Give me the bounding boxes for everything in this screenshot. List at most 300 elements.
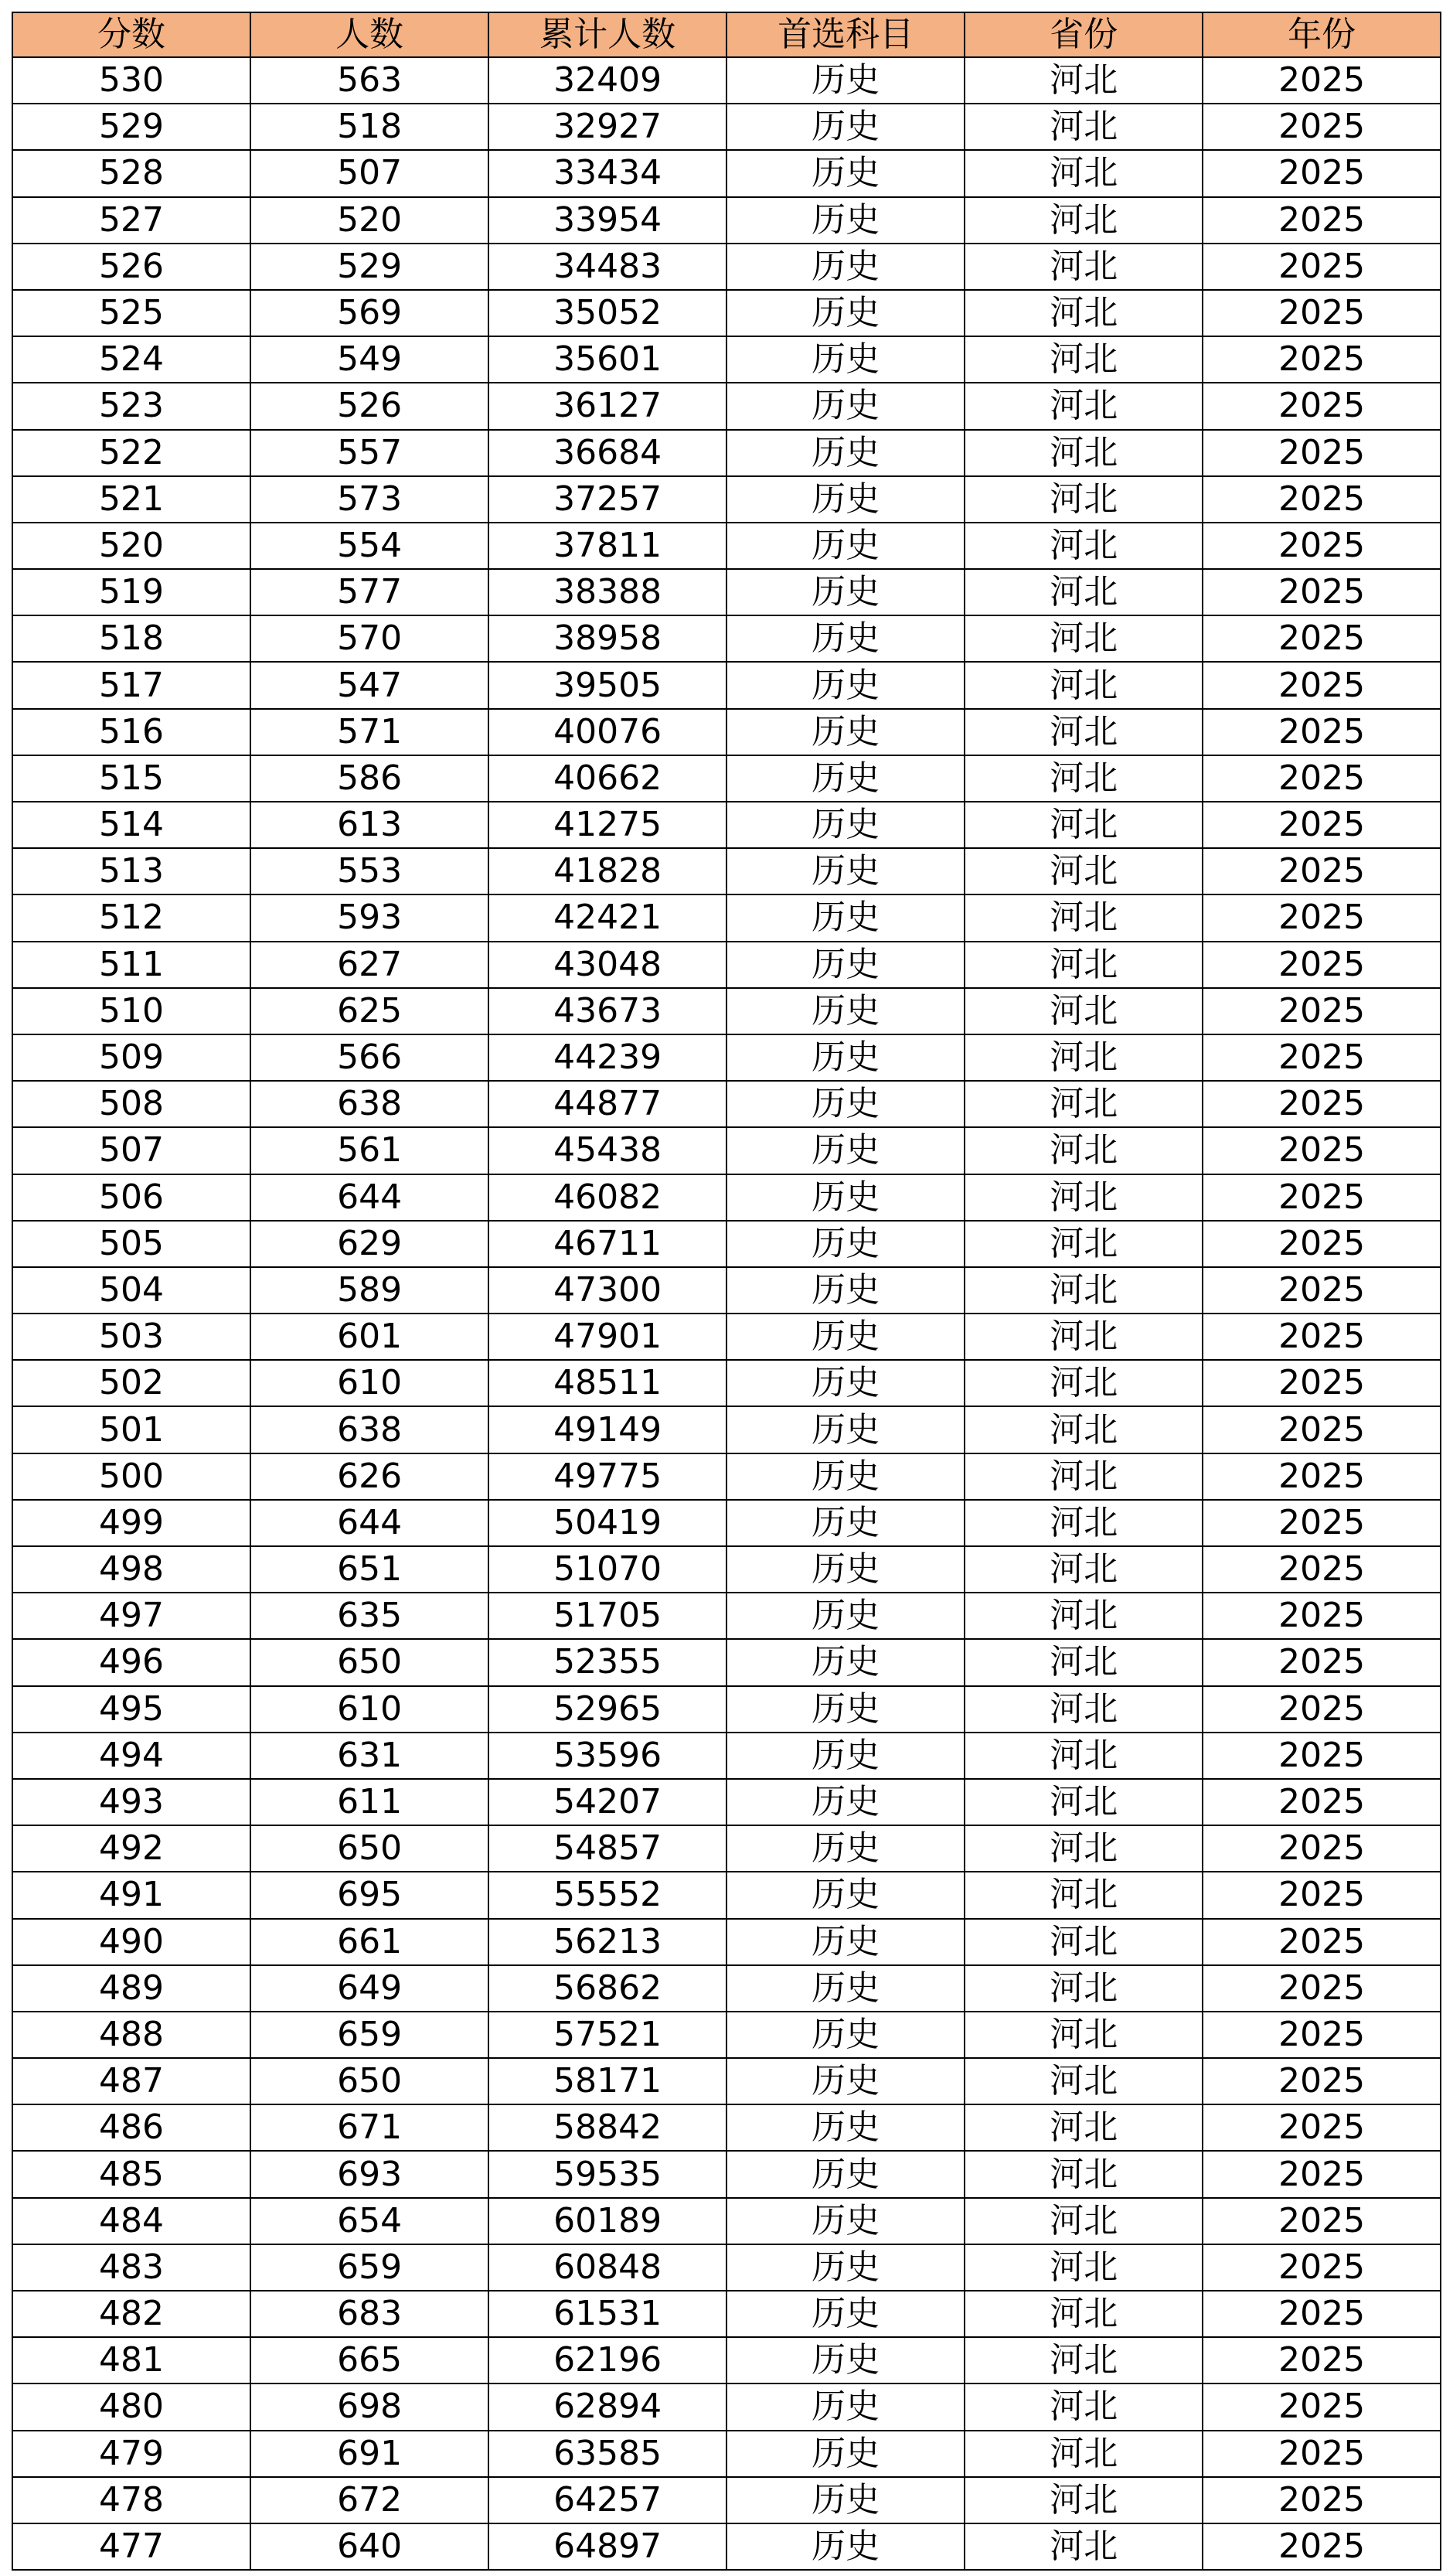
year-cell: 2025: [1203, 1360, 1441, 1406]
province-cell: 河北: [965, 1965, 1203, 2012]
count-cell: 557: [250, 430, 488, 476]
count-cell: 563: [250, 57, 488, 104]
year-cell: 2025: [1203, 709, 1441, 755]
table-row: [12, 150, 1441, 196]
table-row: [12, 2337, 1441, 2383]
cumulative-cell: 58171: [488, 2058, 726, 2104]
province-cell: 河北: [965, 802, 1203, 848]
count-cell: 691: [250, 2431, 488, 2477]
table-row: [12, 988, 1441, 1034]
cumulative-cell: 52355: [488, 1639, 726, 1685]
table-row: [12, 1127, 1441, 1174]
cumulative-cell: 35601: [488, 336, 726, 383]
table-row: [12, 1314, 1441, 1360]
cumulative-cell: 64897: [488, 2523, 726, 2570]
table-row: [12, 1919, 1441, 1965]
province-cell: 河北: [965, 476, 1203, 523]
subject-cell: 历史: [726, 1686, 965, 1733]
score-cell: 499: [12, 1500, 250, 1546]
cumulative-cell: 43673: [488, 988, 726, 1034]
province-cell: 河北: [965, 290, 1203, 336]
count-cell: 593: [250, 894, 488, 941]
score-cell: 480: [12, 2383, 250, 2430]
count-cell: 507: [250, 150, 488, 196]
count-cell: 638: [250, 1081, 488, 1127]
score-cell: 491: [12, 1872, 250, 1918]
year-cell: 2025: [1203, 569, 1441, 615]
subject-cell: 历史: [726, 2012, 965, 2058]
cumulative-cell: 61531: [488, 2291, 726, 2337]
subject-cell: 历史: [726, 709, 965, 755]
year-cell: 2025: [1203, 2151, 1441, 2197]
score-cell: 515: [12, 755, 250, 802]
cumulative-cell: 35052: [488, 290, 726, 336]
year-cell: 2025: [1203, 802, 1441, 848]
score-cell: 501: [12, 1406, 250, 1453]
count-cell: 629: [250, 1221, 488, 1267]
province-cell: 河北: [965, 1686, 1203, 1733]
table-row: [12, 2058, 1441, 2104]
count-cell: 589: [250, 1267, 488, 1314]
province-cell: 河北: [965, 1174, 1203, 1221]
province-cell: 河北: [965, 2477, 1203, 2523]
year-cell: 2025: [1203, 1825, 1441, 1872]
subject-cell: 历史: [726, 894, 965, 941]
count-cell: 625: [250, 988, 488, 1034]
count-cell: 695: [250, 1872, 488, 1918]
year-cell: 2025: [1203, 662, 1441, 708]
year-cell: 2025: [1203, 615, 1441, 662]
cumulative-cell: 62894: [488, 2383, 726, 2430]
count-cell: 626: [250, 1453, 488, 1500]
cumulative-cell: 43048: [488, 942, 726, 988]
cumulative-cell: 33954: [488, 197, 726, 244]
column-header-cumulative: 累计人数: [488, 12, 726, 57]
count-cell: 547: [250, 662, 488, 708]
province-cell: 河北: [965, 104, 1203, 150]
score-cell: 516: [12, 709, 250, 755]
count-cell: 570: [250, 615, 488, 662]
year-cell: 2025: [1203, 1034, 1441, 1081]
subject-cell: 历史: [726, 2151, 965, 2197]
table-row: [12, 2012, 1441, 2058]
subject-cell: 历史: [726, 383, 965, 429]
province-cell: 河北: [965, 2383, 1203, 2430]
score-cell: 481: [12, 2337, 250, 2383]
year-cell: 2025: [1203, 1127, 1441, 1174]
count-cell: 659: [250, 2012, 488, 2058]
subject-cell: 历史: [726, 1779, 965, 1825]
count-cell: 693: [250, 2151, 488, 2197]
year-cell: 2025: [1203, 1174, 1441, 1221]
year-cell: 2025: [1203, 2523, 1441, 2570]
subject-cell: 历史: [726, 988, 965, 1034]
year-cell: 2025: [1203, 1546, 1441, 1593]
year-cell: 2025: [1203, 2383, 1441, 2430]
year-cell: 2025: [1203, 1453, 1441, 1500]
subject-cell: 历史: [726, 2291, 965, 2337]
cumulative-cell: 54207: [488, 1779, 726, 1825]
cumulative-cell: 57521: [488, 2012, 726, 2058]
table-row: [12, 104, 1441, 150]
count-cell: 610: [250, 1686, 488, 1733]
count-cell: 650: [250, 2058, 488, 2104]
count-cell: 520: [250, 197, 488, 244]
province-cell: 河北: [965, 569, 1203, 615]
score-cell: 479: [12, 2431, 250, 2477]
subject-cell: 历史: [726, 1034, 965, 1081]
score-cell: 498: [12, 1546, 250, 1593]
count-cell: 610: [250, 1360, 488, 1406]
count-cell: 566: [250, 1034, 488, 1081]
year-cell: 2025: [1203, 2477, 1441, 2523]
table-row: [12, 244, 1441, 290]
table-row: [12, 802, 1441, 848]
subject-cell: 历史: [726, 1360, 965, 1406]
subject-cell: 历史: [726, 1453, 965, 1500]
province-cell: 河北: [965, 848, 1203, 894]
year-cell: 2025: [1203, 290, 1441, 336]
count-cell: 654: [250, 2198, 488, 2244]
province-cell: 河北: [965, 1872, 1203, 1918]
count-cell: 577: [250, 569, 488, 615]
score-cell: 525: [12, 290, 250, 336]
province-cell: 河北: [965, 1546, 1203, 1593]
score-cell: 513: [12, 848, 250, 894]
year-cell: 2025: [1203, 1686, 1441, 1733]
year-cell: 2025: [1203, 2104, 1441, 2151]
subject-cell: 历史: [726, 2058, 965, 2104]
cumulative-cell: 58842: [488, 2104, 726, 2151]
table-row: [12, 894, 1441, 941]
table-row: [12, 2151, 1441, 2197]
province-cell: 河北: [965, 2244, 1203, 2291]
count-cell: 644: [250, 1500, 488, 1546]
score-cell: 517: [12, 662, 250, 708]
province-cell: 河北: [965, 894, 1203, 941]
count-cell: 518: [250, 104, 488, 150]
year-cell: 2025: [1203, 104, 1441, 150]
count-cell: 665: [250, 2337, 488, 2383]
score-cell: 482: [12, 2291, 250, 2337]
table-row: [12, 2383, 1441, 2430]
subject-cell: 历史: [726, 755, 965, 802]
subject-cell: 历史: [726, 2104, 965, 2151]
table-row: [12, 1174, 1441, 1221]
score-cell: 478: [12, 2477, 250, 2523]
count-cell: 571: [250, 709, 488, 755]
year-cell: 2025: [1203, 244, 1441, 290]
subject-cell: 历史: [726, 244, 965, 290]
cumulative-cell: 38958: [488, 615, 726, 662]
year-cell: 2025: [1203, 1314, 1441, 1360]
score-cell: 489: [12, 1965, 250, 2012]
table-row: [12, 2244, 1441, 2291]
count-cell: 635: [250, 1593, 488, 1639]
column-header-subject: 首选科目: [726, 12, 965, 57]
table-row: [12, 1639, 1441, 1685]
province-cell: 河北: [965, 1453, 1203, 1500]
score-cell: 490: [12, 1919, 250, 1965]
column-header-count: 人数: [250, 12, 488, 57]
table-row: [12, 383, 1441, 429]
year-cell: 2025: [1203, 988, 1441, 1034]
year-cell: 2025: [1203, 2058, 1441, 2104]
province-cell: 河北: [965, 2104, 1203, 2151]
score-cell: 524: [12, 336, 250, 383]
cumulative-cell: 32927: [488, 104, 726, 150]
table-row: [12, 2431, 1441, 2477]
province-cell: 河北: [965, 615, 1203, 662]
subject-cell: 历史: [726, 1127, 965, 1174]
year-cell: 2025: [1203, 197, 1441, 244]
province-cell: 河北: [965, 1593, 1203, 1639]
score-cell: 488: [12, 2012, 250, 2058]
cumulative-cell: 33434: [488, 150, 726, 196]
table-row: [12, 1779, 1441, 1825]
table-row: [12, 709, 1441, 755]
province-cell: 河北: [965, 1034, 1203, 1081]
table-row: [12, 197, 1441, 244]
year-cell: 2025: [1203, 1221, 1441, 1267]
year-cell: 2025: [1203, 336, 1441, 383]
province-cell: 河北: [965, 336, 1203, 383]
year-cell: 2025: [1203, 523, 1441, 569]
subject-cell: 历史: [726, 430, 965, 476]
score-cell: 485: [12, 2151, 250, 2197]
year-cell: 2025: [1203, 942, 1441, 988]
column-header-year: 年份: [1203, 12, 1441, 57]
cumulative-cell: 47901: [488, 1314, 726, 1360]
year-cell: 2025: [1203, 1733, 1441, 1779]
province-cell: 河北: [965, 57, 1203, 104]
count-cell: 650: [250, 1825, 488, 1872]
year-cell: 2025: [1203, 1919, 1441, 1965]
count-cell: 650: [250, 1639, 488, 1685]
province-cell: 河北: [965, 2198, 1203, 2244]
province-cell: 河北: [965, 2291, 1203, 2337]
province-cell: 河北: [965, 2012, 1203, 2058]
subject-cell: 历史: [726, 1546, 965, 1593]
province-cell: 河北: [965, 1360, 1203, 1406]
subject-cell: 历史: [726, 523, 965, 569]
table-row: [12, 848, 1441, 894]
province-cell: 河北: [965, 1081, 1203, 1127]
subject-cell: 历史: [726, 848, 965, 894]
table-row: [12, 1406, 1441, 1453]
score-cell: 512: [12, 894, 250, 941]
year-cell: 2025: [1203, 1593, 1441, 1639]
score-cell: 492: [12, 1825, 250, 1872]
count-cell: 640: [250, 2523, 488, 2570]
cumulative-cell: 36127: [488, 383, 726, 429]
table-row: [12, 57, 1441, 104]
subject-cell: 历史: [726, 802, 965, 848]
subject-cell: 历史: [726, 1314, 965, 1360]
subject-cell: 历史: [726, 2477, 965, 2523]
cumulative-cell: 50419: [488, 1500, 726, 1546]
cumulative-cell: 63585: [488, 2431, 726, 2477]
table-row: [12, 569, 1441, 615]
cumulative-cell: 54857: [488, 1825, 726, 1872]
subject-cell: 历史: [726, 150, 965, 196]
count-cell: 529: [250, 244, 488, 290]
year-cell: 2025: [1203, 848, 1441, 894]
cumulative-cell: 56862: [488, 1965, 726, 2012]
score-cell: 510: [12, 988, 250, 1034]
subject-cell: 历史: [726, 1267, 965, 1314]
province-cell: 河北: [965, 244, 1203, 290]
province-cell: 河北: [965, 1500, 1203, 1546]
year-cell: 2025: [1203, 1965, 1441, 2012]
province-cell: 河北: [965, 988, 1203, 1034]
cumulative-cell: 34483: [488, 244, 726, 290]
subject-cell: 历史: [726, 57, 965, 104]
cumulative-cell: 41275: [488, 802, 726, 848]
subject-cell: 历史: [726, 1174, 965, 1221]
subject-cell: 历史: [726, 615, 965, 662]
count-cell: 631: [250, 1733, 488, 1779]
year-cell: 2025: [1203, 894, 1441, 941]
table-row: [12, 2104, 1441, 2151]
subject-cell: 历史: [726, 1733, 965, 1779]
cumulative-cell: 49149: [488, 1406, 726, 1453]
table-row: [12, 1546, 1441, 1593]
count-cell: 586: [250, 755, 488, 802]
table-row: [12, 1825, 1441, 1872]
cumulative-cell: 40662: [488, 755, 726, 802]
subject-cell: 历史: [726, 1919, 965, 1965]
score-cell: 523: [12, 383, 250, 429]
province-cell: 河北: [965, 1127, 1203, 1174]
subject-cell: 历史: [726, 662, 965, 708]
year-cell: 2025: [1203, 2337, 1441, 2383]
table-row: [12, 290, 1441, 336]
score-cell: 507: [12, 1127, 250, 1174]
province-cell: 河北: [965, 197, 1203, 244]
province-cell: 河北: [965, 2523, 1203, 2570]
score-cell: 486: [12, 2104, 250, 2151]
year-cell: 2025: [1203, 1872, 1441, 1918]
table-row: [12, 1686, 1441, 1733]
cumulative-cell: 44239: [488, 1034, 726, 1081]
cumulative-cell: 37811: [488, 523, 726, 569]
subject-cell: 历史: [726, 1500, 965, 1546]
count-cell: 672: [250, 2477, 488, 2523]
count-cell: 644: [250, 1174, 488, 1221]
cumulative-cell: 37257: [488, 476, 726, 523]
count-cell: 627: [250, 942, 488, 988]
count-cell: 698: [250, 2383, 488, 2430]
table-row: [12, 1872, 1441, 1918]
year-cell: 2025: [1203, 1081, 1441, 1127]
cumulative-cell: 56213: [488, 1919, 726, 1965]
score-cell: 494: [12, 1733, 250, 1779]
subject-cell: 历史: [726, 2337, 965, 2383]
cumulative-cell: 60189: [488, 2198, 726, 2244]
score-cell: 504: [12, 1267, 250, 1314]
subject-cell: 历史: [726, 2431, 965, 2477]
year-cell: 2025: [1203, 1779, 1441, 1825]
score-cell: 505: [12, 1221, 250, 1267]
subject-cell: 历史: [726, 1639, 965, 1685]
subject-cell: 历史: [726, 1872, 965, 1918]
province-cell: 河北: [965, 662, 1203, 708]
province-cell: 河北: [965, 2337, 1203, 2383]
year-cell: 2025: [1203, 1500, 1441, 1546]
count-cell: 661: [250, 1919, 488, 1965]
count-cell: 671: [250, 2104, 488, 2151]
table-row: [12, 1593, 1441, 1639]
score-cell: 497: [12, 1593, 250, 1639]
score-cell: 487: [12, 2058, 250, 2104]
year-cell: 2025: [1203, 430, 1441, 476]
score-cell: 496: [12, 1639, 250, 1685]
score-cell: 530: [12, 57, 250, 104]
table-row: [12, 1360, 1441, 1406]
table-row: [12, 662, 1441, 708]
cumulative-cell: 41828: [488, 848, 726, 894]
cumulative-cell: 47300: [488, 1267, 726, 1314]
year-cell: 2025: [1203, 2012, 1441, 2058]
score-table: [12, 12, 1441, 2571]
score-cell: 477: [12, 2523, 250, 2570]
province-cell: 河北: [965, 383, 1203, 429]
count-cell: 651: [250, 1546, 488, 1593]
score-cell: 484: [12, 2198, 250, 2244]
cumulative-cell: 46082: [488, 1174, 726, 1221]
province-cell: 河北: [965, 1779, 1203, 1825]
province-cell: 河北: [965, 709, 1203, 755]
count-cell: 526: [250, 383, 488, 429]
subject-cell: 历史: [726, 336, 965, 383]
subject-cell: 历史: [726, 104, 965, 150]
province-cell: 河北: [965, 1221, 1203, 1267]
table-row: [12, 2291, 1441, 2337]
table-row: [12, 1453, 1441, 1500]
score-cell: 500: [12, 1453, 250, 1500]
year-cell: 2025: [1203, 2244, 1441, 2291]
score-cell: 518: [12, 615, 250, 662]
table-row: [12, 2198, 1441, 2244]
table-header: [12, 12, 1441, 57]
province-cell: 河北: [965, 1639, 1203, 1685]
province-cell: 河北: [965, 430, 1203, 476]
table-row: [12, 336, 1441, 383]
score-cell: 503: [12, 1314, 250, 1360]
table-row: [12, 476, 1441, 523]
table-body: [12, 57, 1441, 2570]
province-cell: 河北: [965, 1314, 1203, 1360]
table-row: [12, 1267, 1441, 1314]
year-cell: 2025: [1203, 57, 1441, 104]
cumulative-cell: 44877: [488, 1081, 726, 1127]
count-cell: 549: [250, 336, 488, 383]
subject-cell: 历史: [726, 2523, 965, 2570]
score-cell: 526: [12, 244, 250, 290]
year-cell: 2025: [1203, 2431, 1441, 2477]
table-row: [12, 1965, 1441, 2012]
province-cell: 河北: [965, 2431, 1203, 2477]
header-row: [12, 12, 1441, 57]
province-cell: 河北: [965, 2151, 1203, 2197]
province-cell: 河北: [965, 1919, 1203, 1965]
column-header-province: 省份: [965, 12, 1203, 57]
province-cell: 河北: [965, 1825, 1203, 1872]
table-row: [12, 615, 1441, 662]
year-cell: 2025: [1203, 1639, 1441, 1685]
score-cell: 495: [12, 1686, 250, 1733]
